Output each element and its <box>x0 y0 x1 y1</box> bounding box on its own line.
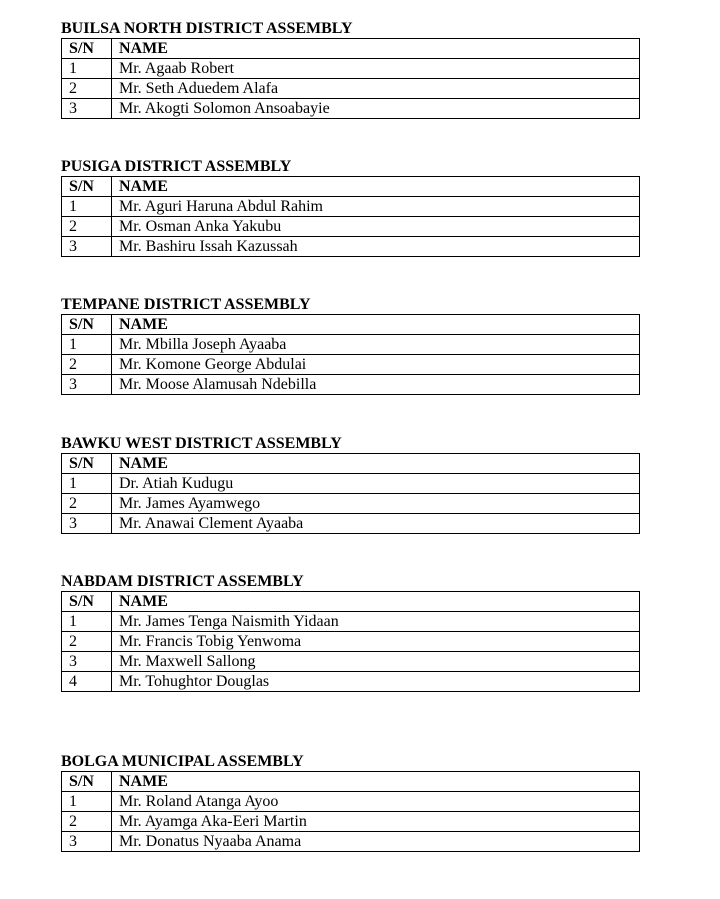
members-table <box>61 453 640 534</box>
members-table <box>61 771 640 852</box>
section-title: BOLGA MUNICIPAL ASSEMBLY <box>61 753 304 770</box>
table-row <box>62 355 640 375</box>
name-cell: Mr. Komone George Abdulai <box>112 355 640 375</box>
table-row <box>62 335 640 355</box>
section-title: NABDAM DISTRICT ASSEMBLY <box>61 573 304 590</box>
name-cell: Dr. Atiah Kudugu <box>112 474 640 494</box>
section-title: BAWKU WEST DISTRICT ASSEMBLY <box>61 435 342 452</box>
sn-cell: 3 <box>62 237 112 257</box>
section-title: TEMPANE DISTRICT ASSEMBLY <box>61 296 311 313</box>
assembly-section-builsa-north <box>61 20 641 119</box>
table-row <box>62 612 640 632</box>
members-table <box>61 38 640 119</box>
table-header-row <box>62 454 640 474</box>
name-cell: Mr. Maxwell Sallong <box>112 652 640 672</box>
sn-cell: 4 <box>62 672 112 692</box>
members-table <box>61 314 640 395</box>
name-cell: Mr. Roland Atanga Ayoo <box>112 792 640 812</box>
sn-cell: 3 <box>62 832 112 852</box>
table-row <box>62 217 640 237</box>
assembly-section-bolga-municipal <box>61 753 641 852</box>
sn-cell: 2 <box>62 217 112 237</box>
table-row <box>62 652 640 672</box>
name-cell: Mr. Agaab Robert <box>112 59 640 79</box>
table-row <box>62 792 640 812</box>
table-row <box>62 79 640 99</box>
table-header-row <box>62 315 640 335</box>
table-header-row <box>62 772 640 792</box>
name-cell: Mr. Aguri Haruna Abdul Rahim <box>112 197 640 217</box>
assembly-section-pusiga <box>61 158 641 257</box>
name-header: NAME <box>112 592 640 612</box>
table-row <box>62 832 640 852</box>
sn-cell: 2 <box>62 812 112 832</box>
sn-cell: 1 <box>62 59 112 79</box>
table-row <box>62 514 640 534</box>
sn-header: S/N <box>62 177 112 197</box>
table-row <box>62 494 640 514</box>
table-row <box>62 375 640 395</box>
table-row <box>62 632 640 652</box>
name-cell: Mr. Akogti Solomon Ansoabayie <box>112 99 640 119</box>
sn-cell: 3 <box>62 99 112 119</box>
sn-cell: 1 <box>62 474 112 494</box>
sn-cell: 1 <box>62 197 112 217</box>
sn-cell: 2 <box>62 355 112 375</box>
name-header: NAME <box>112 177 640 197</box>
table-row <box>62 672 640 692</box>
members-table <box>61 591 640 692</box>
name-cell: Mr. Moose Alamusah Ndebilla <box>112 375 640 395</box>
sn-cell: 2 <box>62 494 112 514</box>
sn-header: S/N <box>62 315 112 335</box>
sn-cell: 3 <box>62 375 112 395</box>
table-row <box>62 197 640 217</box>
name-cell: Mr. Seth Aduedem Alafa <box>112 79 640 99</box>
name-header: NAME <box>112 772 640 792</box>
name-cell: Mr. Mbilla Joseph Ayaaba <box>112 335 640 355</box>
table-header-row <box>62 177 640 197</box>
table-header-row <box>62 592 640 612</box>
sn-cell: 3 <box>62 652 112 672</box>
table-row <box>62 99 640 119</box>
name-header: NAME <box>112 454 640 474</box>
name-header: NAME <box>112 39 640 59</box>
sn-header: S/N <box>62 592 112 612</box>
sn-cell: 1 <box>62 792 112 812</box>
assembly-section-tempane <box>61 296 641 395</box>
assembly-section-bawku-west <box>61 435 641 534</box>
name-cell: Mr. James Ayamwego <box>112 494 640 514</box>
table-row <box>62 812 640 832</box>
table-row <box>62 474 640 494</box>
name-header: NAME <box>112 315 640 335</box>
name-cell: Mr. Donatus Nyaaba Anama <box>112 832 640 852</box>
sn-cell: 2 <box>62 79 112 99</box>
sn-header: S/N <box>62 454 112 474</box>
sn-cell: 1 <box>62 335 112 355</box>
name-cell: Mr. Ayamga Aka-Eeri Martin <box>112 812 640 832</box>
name-cell: Mr. James Tenga Naismith Yidaan <box>112 612 640 632</box>
sn-cell: 2 <box>62 632 112 652</box>
name-cell: Mr. Tohughtor Douglas <box>112 672 640 692</box>
section-title: BUILSA NORTH DISTRICT ASSEMBLY <box>61 20 353 37</box>
members-table <box>61 176 640 257</box>
sn-header: S/N <box>62 772 112 792</box>
name-cell: Mr. Francis Tobig Yenwoma <box>112 632 640 652</box>
name-cell: Mr. Bashiru Issah Kazussah <box>112 237 640 257</box>
table-row <box>62 59 640 79</box>
section-title: PUSIGA DISTRICT ASSEMBLY <box>61 158 292 175</box>
sn-header: S/N <box>62 39 112 59</box>
table-header-row <box>62 39 640 59</box>
sn-cell: 3 <box>62 514 112 534</box>
table-row <box>62 237 640 257</box>
name-cell: Mr. Osman Anka Yakubu <box>112 217 640 237</box>
name-cell: Mr. Anawai Clement Ayaaba <box>112 514 640 534</box>
sn-cell: 1 <box>62 612 112 632</box>
assembly-section-nabdam <box>61 573 641 692</box>
